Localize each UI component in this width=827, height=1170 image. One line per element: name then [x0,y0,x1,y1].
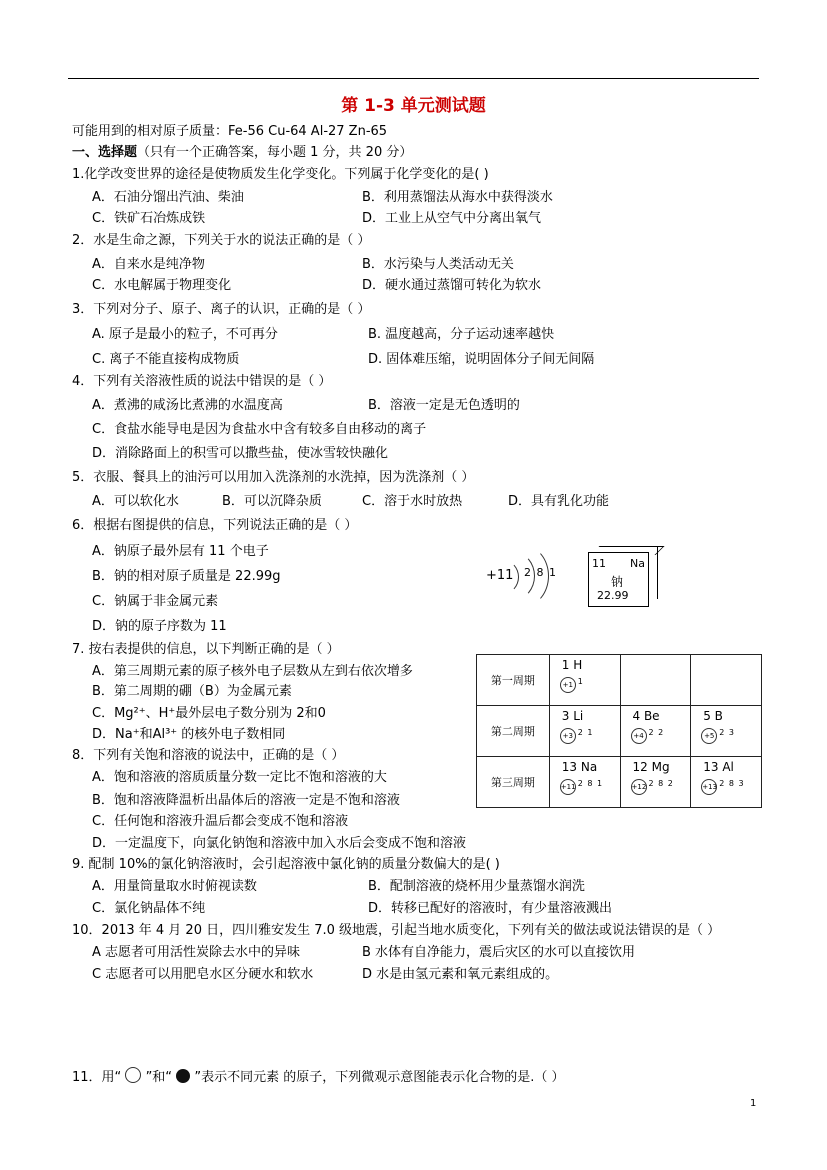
period-label: 第一周期 [477,655,550,706]
atom-shells: 2 1 [577,728,594,737]
q7-stem: 7. 按右表提供的信息，以下判断正确的是（ ） [72,642,340,657]
q9-stem: 9. 配制 10%的氯化钠溶液时，会引起溶液中氯化钠的质量分数偏大的是( ) [72,857,500,872]
card-atomic-mass: 22.99 [597,589,629,602]
q7-option-c: C．Mg²⁺、H⁺最外层电子数分别为 2和0 [92,706,326,721]
q1-option-c: C．铁矿石冶炼成铁 [92,211,206,226]
q8-option-c: C．任何饱和溶液升温后都会变成不饱和溶液 [92,814,349,829]
q7-option-b: B．第二周期的硼（B）为金属元素 [92,684,292,699]
q4-option-c: C．食盐水能导电是因为食盐水中含有较多自由移动的离子 [92,422,427,437]
element-cell [691,757,762,808]
black-atom-icon [176,1069,190,1083]
card-face [588,552,649,607]
q10-option-c: C 志愿者可以用肥皂水区分硬水和软水 [92,967,314,982]
page-title: 第 1-3 单元测试题 [341,96,486,116]
q11-text-post: ”表示不同元素 的原子，下列微观示意图能表示化合物的是.（ ） [194,1070,565,1085]
section-label: 一、选择题 [72,145,138,160]
element-name: 5 B [703,709,723,723]
q3-option-c: C. 离子不能直接构成物质 [92,352,240,367]
atom-nucleus: +13 [701,779,717,795]
q4-option-d: D．消除路面上的积雪可以撒些盐，使冰雪较快融化 [92,446,389,461]
header-rule [68,78,759,79]
q10-option-b: B 水体有自净能力，震后灾区的水可以直接饮用 [362,945,636,960]
atom-nucleus: +5 [701,728,717,744]
section-heading [72,145,412,161]
q7-option-d: D．Na⁺和Al³⁺ 的核外电子数相同 [92,727,286,742]
atom-nucleus: +1 [560,677,576,693]
atomic-mass-line: 可能用到的相对原子质量：Fe-56 Cu-64 Al-27 Zn-65 [72,124,388,139]
q10-option-d: D 水是由氢元素和氧元素组成的。 [362,967,559,982]
q6-option-a: A．钠原子最外层有 11 个电子 [92,544,269,559]
element-cell [549,655,620,706]
page-number: 1 [750,1098,757,1109]
atom-shells: 2 3 [719,728,735,737]
sodium-nucleus-label: +11 [486,568,514,583]
q4-stem: 4．下列有关溶液性质的说法中错误的是（ ） [72,374,332,389]
atom-shells: 2 8 1 [577,779,604,788]
period-label: 第二周期 [477,706,550,757]
q8-option-d: D．一定温度下，向氯化钠饱和溶液中加入水后会变成不饱和溶液 [92,836,467,851]
element-name: 1 H [561,658,583,672]
q4-option-b: B．溶液一定是无色透明的 [368,398,520,413]
q11-text-pre: 11．用“ [72,1070,122,1085]
element-name: 4 Be [632,709,660,723]
q5-option-d: D．具有乳化功能 [508,494,610,509]
q3-stem: 3．下列对分子、原子、离子的认识，正确的是（ ） [72,302,371,317]
element-name: 3 Li [561,709,584,723]
atom-nucleus: +11 [560,779,576,795]
q9-option-c: C．氯化钠晶体不纯 [92,901,206,916]
empty-cell [620,655,691,706]
atom-nucleus: +4 [631,728,647,744]
empty-cell [691,655,762,706]
card-symbol: Na [630,557,645,570]
q8-stem: 8．下列有关饱和溶液的说法中，正确的是（ ） [72,748,345,763]
table-row [477,706,762,757]
q8-option-a: A．饱和溶液的溶质质量分数一定比不饱和溶液的大 [92,770,387,785]
q3-option-a: A. 原子是最小的粒子，不可再分 [92,327,278,342]
q8-option-b: B．饱和溶液降温析出晶体后的溶液一定是不饱和溶液 [92,793,400,808]
table-row [477,757,762,808]
element-cell [549,706,620,757]
q4-option-a: A．煮沸的咸汤比煮沸的水温度高 [92,398,283,413]
atom-shells: 2 2 [648,728,665,737]
q3-option-b: B. 温度越高，分子运动速率越快 [368,327,555,342]
q2-option-d: D．硬水通过蒸馏可转化为软水 [362,278,542,293]
q10-option-a: A 志愿者可用活性炭除去水中的异味 [92,945,301,960]
q5-option-b: B．可以沉降杂质 [222,494,322,509]
q1-option-a: A．石油分馏出汽油、柴油 [92,190,244,205]
atom-shells: 1 [577,677,584,686]
atom-shells: 2 8 3 [719,779,745,788]
table-row [477,655,762,706]
element-cell [620,706,691,757]
white-atom-icon [125,1067,141,1083]
q6-option-c: C．钠属于非金属元素 [92,594,219,609]
section-note: （只有一个正确答案，每小题 1 分，共 20 分） [137,145,413,160]
q6-option-d: D．钠的原子序数为 11 [92,619,227,634]
sodium-shell-electrons: 2 8 1 [524,566,557,579]
q10-stem: 10．2013 年 4 月 20 日，四川雅安发生 7.0 级地震，引起当地水质变化，下列有关的做法或说法错误的是（ ） [72,923,721,938]
atom-nucleus: +12 [631,779,647,795]
q5-option-c: C．溶于水时放热 [362,494,463,509]
atom-shells: 2 8 2 [648,779,674,788]
q1-option-d: D．工业上从空气中分离出氧气 [362,211,542,226]
element-name: 12 Mg [632,760,670,774]
card-element-name: 钠 [611,575,624,589]
q9-option-a: A．用量筒量取水时俯视读数 [92,879,257,894]
period-label: 第三周期 [477,757,550,808]
card-atomic-number: 11 [592,557,606,570]
element-cell [620,757,691,808]
q6-option-b: B．钠的相对原子质量是 22.99g [92,569,281,584]
q9-option-d: D．转移已配好的溶液时，有少量溶液溅出 [368,901,613,916]
q11-stem [72,1067,564,1086]
atom-nucleus: +3 [560,728,576,744]
q2-option-a: A．自来水是纯净物 [92,257,205,272]
element-cell [691,706,762,757]
element-name: 13 Na [561,760,598,774]
q9-option-b: B．配制溶液的烧杯用少量蒸馏水润洗 [368,879,585,894]
element-cell [549,757,620,808]
q5-option-a: A．可以软化水 [92,494,179,509]
q11-text-mid: ”和“ [145,1070,173,1085]
q1-stem: 1.化学改变世界的途径是使物质发生化学变化。下列属于化学变化的是( ) [72,167,489,182]
q2-stem: 2．水是生命之源，下列关于水的说法正确的是（ ） [72,233,371,248]
q7-option-a: A．第三周期元素的原子核外电子层数从左到右依次增多 [92,664,413,679]
element-name: 13 Al [703,760,734,774]
periodic-table [476,654,762,808]
q1-option-b: B．利用蒸馏法从海水中获得淡水 [362,190,553,205]
q6-stem: 6．根据右图提供的信息，下列说法正确的是（ ） [72,518,358,533]
q2-option-c: C．水电解属于物理变化 [92,278,232,293]
q5-stem: 5．衣服、餐具上的油污可以用加入洗涤剂的水洗掉，因为洗涤剂（ ） [72,470,475,485]
q2-option-b: B．水污染与人类活动无关 [362,257,514,272]
q3-option-d: D. 固体难压缩，说明固体分子间无间隔 [368,352,595,367]
